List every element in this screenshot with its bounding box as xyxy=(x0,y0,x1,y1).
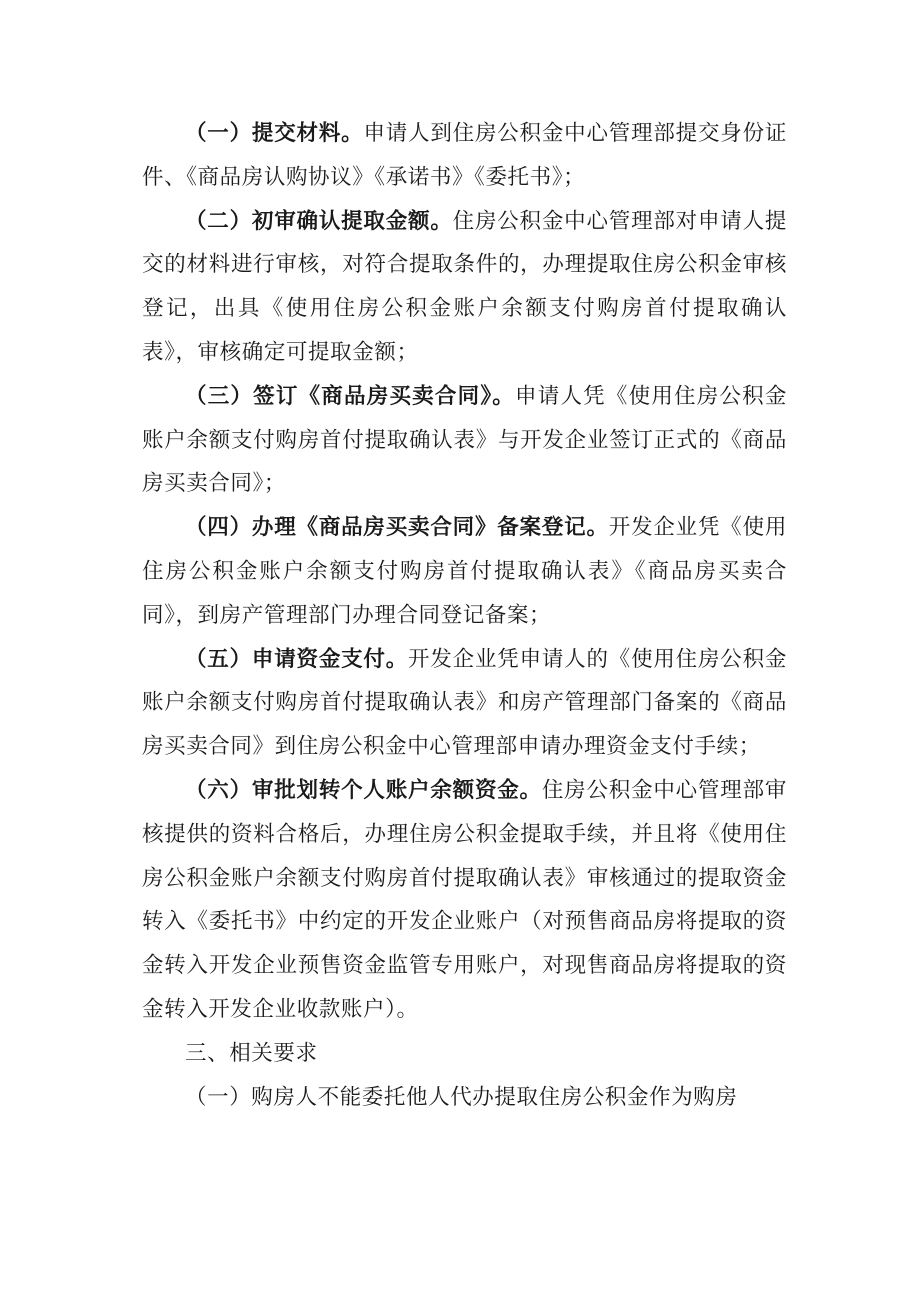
step-6-heading: （六）审批划转个人账户余额资金。 xyxy=(185,777,542,803)
step-4-text: 开发企业凭《使用住房公积金账户余额支付购房首付提取确认表》《商品房买卖合同》，到房产管理部门办理合同登记备案； xyxy=(142,515,787,628)
procedure-step-3 xyxy=(142,375,787,506)
step-2-text: 住房公积金中心管理部对申请人提交的材料进行审核，对符合提取条件的，办理提取住房公积金审核登记，出具《使用住房公积金账户余额支付购房首付提取确认表》，审核确定可提取金额； xyxy=(142,208,787,365)
step-3-heading: （三）签订《商品房买卖合同》。 xyxy=(185,383,516,409)
step-6-text: 住房公积金中心管理部审核提供的资料合格后，办理住房公积金提取手续，并且将《使用住房公积金账户余额支付购房首付提取确认表》审核通过的提取资金转入《委托书》中约定的开发企业账户（对预售商品房将提取的资金转入开发企业预售资金监管专用账户，对现售商品房将提取的资金转入开发企业收款账户）。 xyxy=(142,777,787,1022)
procedure-step-1 xyxy=(142,112,787,200)
procedure-step-2 xyxy=(142,200,787,375)
procedure-step-5 xyxy=(142,638,787,769)
step-4-heading: （四）办理《商品房买卖合同》备案登记。 xyxy=(185,515,609,541)
step-1-heading: （一）提交材料。 xyxy=(185,121,364,146)
procedure-step-6 xyxy=(142,769,787,1032)
requirement-1: （一）购房人不能委托他人代办提取住房公积金作为购房 xyxy=(185,1084,738,1110)
step-5-text: 开发企业凭申请人的《使用住房公积金账户余额支付购房首付提取确认表》和房产管理部门备案的《商品房买卖合同》到住房公积金中心管理部申请办理资金支付手续； xyxy=(142,646,787,760)
step-2-heading: （二）初审确认提取金额。 xyxy=(185,208,453,234)
procedure-step-4 xyxy=(142,506,787,637)
step-5-heading: （五）申请资金支付。 xyxy=(185,646,409,672)
document-body xyxy=(142,112,787,1119)
step-3-text: 申请人凭《使用住房公积金账户余额支付购房首付提取确认表》与开发企业签订正式的《商品房买卖合同》； xyxy=(142,383,787,497)
section-title: 三、相关要求 xyxy=(185,1040,318,1066)
step-1-text: 申请人到住房公积金中心管理部提交身份证件、《商品房认购协议》《承诺书》《委托书》； xyxy=(142,121,787,190)
